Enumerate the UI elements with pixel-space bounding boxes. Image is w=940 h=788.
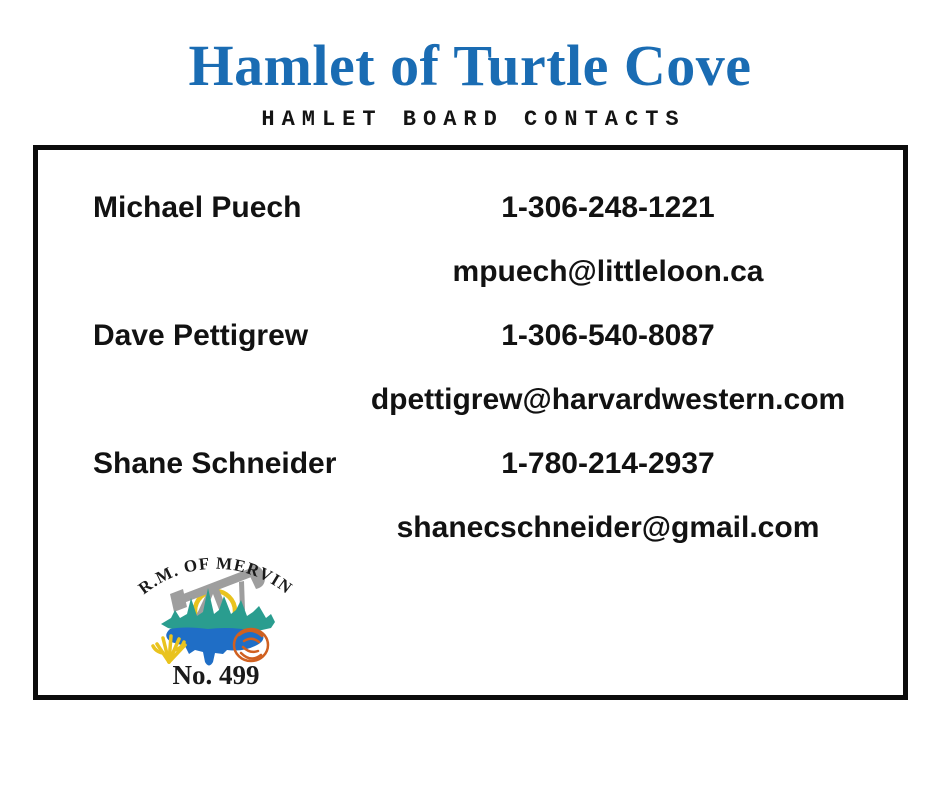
contact-phone: 1-780-214-2937 xyxy=(501,447,715,480)
logo-arc-text: R.M. OF MERVIN xyxy=(134,553,297,598)
contact-email: dpettigrew@harvardwestern.com xyxy=(370,383,846,416)
contact-name: Dave Pettigrew xyxy=(93,319,309,352)
contacts-panel xyxy=(33,145,908,700)
contact-phone: 1-306-540-8087 xyxy=(501,319,715,352)
rm-of-mervin-logo xyxy=(123,532,308,692)
page-title: Hamlet of Turtle Cove xyxy=(188,33,752,98)
logo-number: No. 499 xyxy=(172,660,260,690)
wheat-icon xyxy=(153,636,185,662)
contact-email: mpuech@littleloon.ca xyxy=(452,255,764,288)
contact-phone: 1-306-248-1221 xyxy=(501,191,715,224)
contact-name: Michael Puech xyxy=(93,191,302,224)
page-subtitle: HAMLET BOARD CONTACTS xyxy=(261,107,686,132)
contact-name: Shane Schneider xyxy=(93,447,337,480)
contact-email: shanecschneider@gmail.com xyxy=(396,511,820,544)
